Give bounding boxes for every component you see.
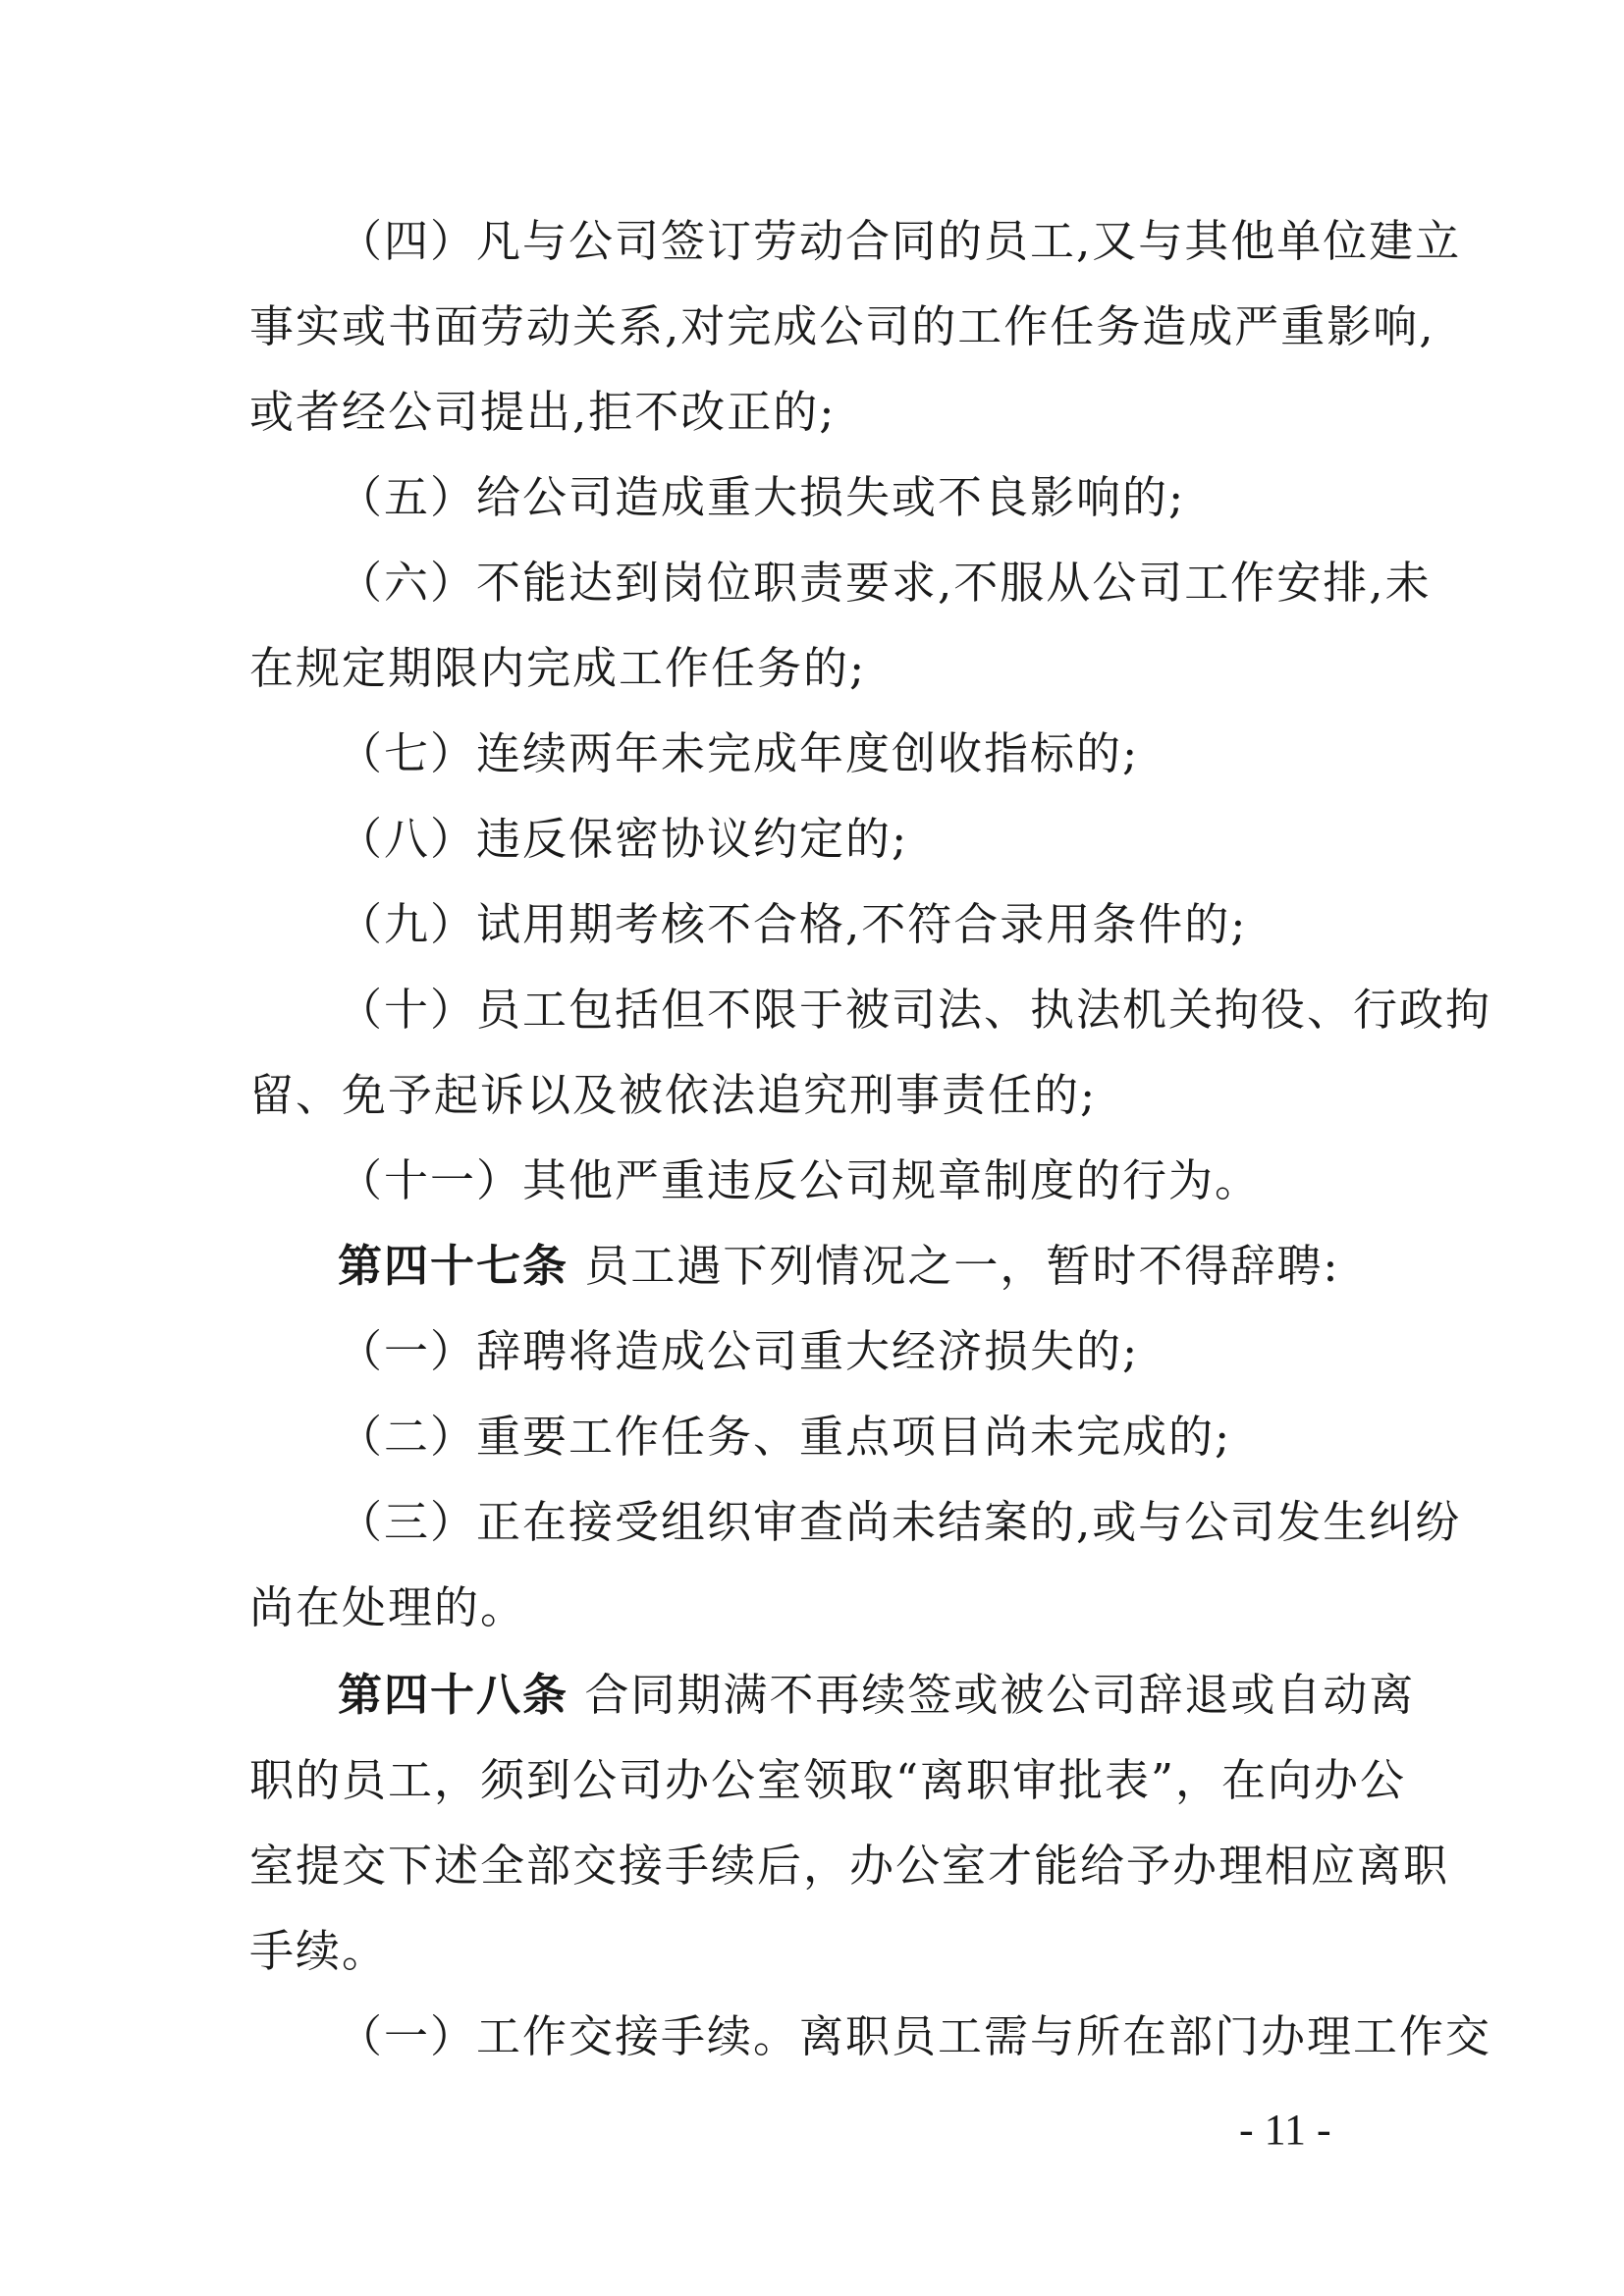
article-47-item-3-line-2: 尚在处理的。 xyxy=(249,1581,527,1633)
clause-6-line-1: （六）不能达到岗位职责要求,不服从公司工作安排,未 xyxy=(338,557,1432,609)
clause-4-line-3: 或者经公司提出,拒不改正的; xyxy=(249,386,837,438)
article-47-item-2: （二）重要工作任务、重点项目尚未完成的; xyxy=(338,1411,1232,1463)
article-48-text: 合同期满不再续签或被公司辞退或自动离 xyxy=(584,1669,1416,1721)
article-47-text: 员工遇下列情况之一，暂时不得辞聘: xyxy=(584,1240,1340,1292)
article-47-item-1: （一）辞聘将造成公司重大经济损失的; xyxy=(338,1325,1140,1377)
article-47-label: 第四十七条 xyxy=(338,1240,569,1292)
clause-9: （九）试用期考核不合格,不符合录用条件的; xyxy=(338,898,1248,950)
clause-5: （五）给公司造成重大损失或不良影响的; xyxy=(338,471,1186,523)
article-48-line-1 xyxy=(338,1666,1415,1725)
clause-4-line-1: （四）凡与公司签订劳动合同的员工,又与其他单位建立 xyxy=(338,215,1462,267)
clause-10-line-2: 留、免予起诉以及被依法追究刑事责任的; xyxy=(249,1069,1098,1121)
clause-10-line-1: （十）员工包括但不限于被司法、执法机关拘役、行政拘 xyxy=(338,984,1492,1036)
article-47-item-3-line-1: （三）正在接受组织审查尚未结案的,或与公司发生纠纷 xyxy=(338,1496,1462,1548)
article-48-item-1: （一）工作交接手续。离职员工需与所在部门办理工作交 xyxy=(338,2010,1492,2062)
clause-4-line-2: 事实或书面劳动关系,对完成公司的工作任务造成严重影响, xyxy=(249,300,1435,352)
article-47-heading xyxy=(338,1237,1340,1296)
clause-11: （十一）其他严重违反公司规章制度的行为。 xyxy=(338,1154,1262,1206)
clause-7: （七）连续两年未完成年度创收指标的; xyxy=(338,727,1140,779)
article-48-line-2: 职的员工，须到公司办公室领取“离职审批表”，在向办公 xyxy=(249,1754,1407,1806)
page-number: - 11 - xyxy=(1239,2106,1331,2154)
clause-8: （八）违反保密协议约定的; xyxy=(338,813,909,865)
clause-6-line-2: 在规定期限内完成工作任务的; xyxy=(249,642,867,694)
article-48-line-3: 室提交下述全部交接手续后，办公室才能给予办理相应离职 xyxy=(249,1840,1450,1892)
article-48-line-4: 手续。 xyxy=(249,1925,389,1977)
article-48-label: 第四十八条 xyxy=(338,1669,569,1721)
